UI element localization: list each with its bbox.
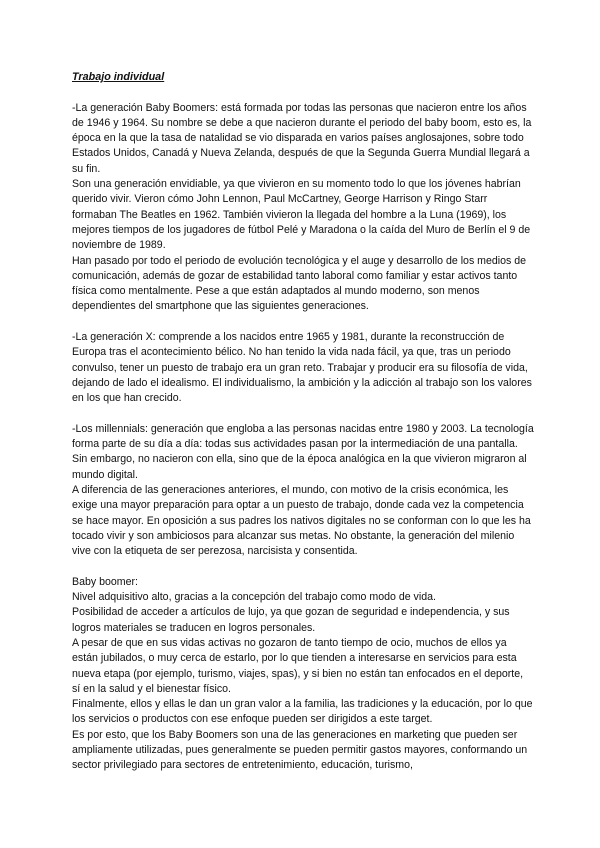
paragraph-purchasing-power: Nivel adquisitivo alto, gracias a la concepción del trabajo como modo de vida.: [72, 591, 436, 604]
paragraph-millennials-work: A diferencia de las generaciones anteriores, el mundo, con motivo de la crisis económica, les exige una mayor preparación para optar a un puesto de trabajo, donde cada vez la competencia se hace mayor. En oposición a sus padres los nativos digitales no se conforman con lo que les ha tocado vivir y son ambiciosos para alcanzar sus metas. No obstante, la generación del milenio vive con la etiqueta de ser perezosa, narcisista y consentida.: [72, 484, 531, 558]
spacer: [72, 560, 534, 575]
section-heading-baby-boomer: Baby boomer:: [72, 575, 138, 588]
spacer: [72, 85, 534, 100]
paragraph-marketing: Es por esto, que los Baby Boomers son una de las generaciones en marketing que pueden ser ampliamente utilizadas, pues generalmente se pueden permitir gastos mayores, conformando un sector privilegiado para sectores de entretenimiento, educación, turismo,: [72, 728, 528, 772]
document-body: [72, 70, 534, 774]
document-title: Trabajo individual: [72, 71, 165, 83]
paragraph-baby-boomers-culture: Son una generación envidiable, ya que vivieron en su momento todo lo que los jóvenes habrían querido vivir. Vieron cómo John Lennon, Paul McCartney, George Harrison y Ringo Starr formaban The Beatles en 1962. También vivieron la llegada del hombre a la Luna (1969), los mejores tiempos de los jugadores de fútbol Pelé y Maradona o la caída del Muro de Berlín el 9 de noviembre de 1989.: [72, 178, 531, 252]
spacer: [72, 315, 534, 330]
paragraph-leisure-services: A pesar de que en sus vidas activas no gozaron de tanto tiempo de ocio, muchos de ellos ya están jubilados, o muy cerca de estarlo, por lo que tienden a interesarse en servicios para esta nueva etapa (por ejemplo, turismo, viajes, spas), y si bien no están tan enfocados en el deporte, sí en la salud y el bienestar físico.: [72, 636, 524, 695]
paragraph-luxury-access: Posibilidad de acceder a artículos de lujo, ya que gozan de seguridad e independencia, y sus logros materiales se traducen en logros personales.: [72, 606, 510, 634]
paragraph-baby-boomers-intro: -La generación Baby Boomers: está formada por todas las personas que nacieron entre los años de 1946 y 1964. Su nombre se debe a que nacieron durante el periodo del baby boom, esto es, la época en la que la tasa de natalidad se vio disparada en varios países anglosajones, sobre todo Estados Unidos, Canadá y Nueva Zelanda, después de que la Segunda Guerra Mundial llegará a su fin.: [72, 101, 532, 175]
paragraph-baby-boomers-technology: Han pasado por todo el periodo de evolución tecnológica y el auge y desarrollo de los medios de comunicación, además de gozar de estabilidad tanto laboral como familiar y estar activos tanto física como mentalmente. Pese a que están adaptados al mundo moderno, son menos dependientes del smartphone que las siguientes generaciones.: [72, 254, 527, 313]
paragraph-generation-x: -La generación X: comprende a los nacidos entre 1965 y 1981, durante la reconstrucción de Europa tras el acontecimiento bélico. No han tenido la vida nada fácil, ya que, tras un periodo convulso, tener un puesto de trabajo era un gran reto. Trabajar y producir era su filosofía de vida, dejando de lado el idealismo. El individualismo, la ambición y la adicción al trabajo son los valores en los que han crecido.: [72, 331, 532, 405]
spacer: [72, 407, 534, 422]
paragraph-family-values: Finalmente, ellos y ellas le dan un gran valor a la familia, las tradiciones y la educación, por lo que los servicios o productos con ese enfoque pueden ser dirigidos a este target.: [72, 698, 533, 726]
paragraph-millennials-intro: -Los millennials: generación que engloba a las personas nacidas entre 1980 y 2003. La tecnología forma parte de su día a día: todas sus actividades pasan por la intermediación de una pantalla. Sin embargo, no nacieron con ella, sino que de la época analógica en la que vivieron migraron al mundo digital.: [72, 422, 534, 481]
